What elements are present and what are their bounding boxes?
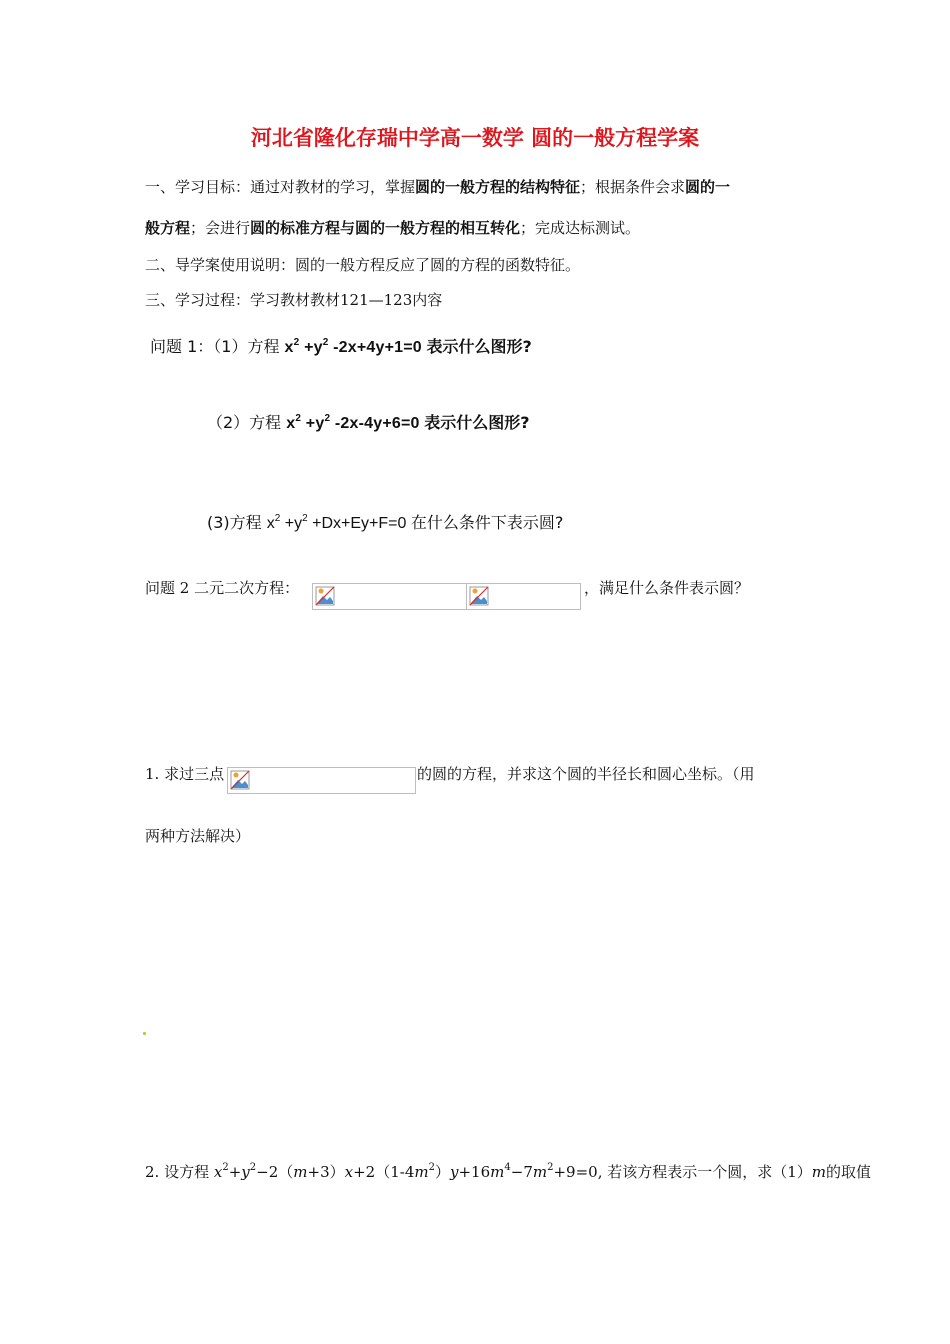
equation: $x^2 +y^2 +Dx+Ey+F=0$ xyxy=(266,513,411,532)
text: （2）方程 xyxy=(207,413,287,432)
text: ；会进行 xyxy=(190,219,251,237)
points-image-placeholder xyxy=(227,767,416,794)
problem1-part3 xyxy=(207,510,563,533)
text: ；根据条件会求 xyxy=(580,178,686,196)
text: (3)方程 xyxy=(207,513,267,532)
usage-instructions: 二、导学案使用说明：圆的一般方程反应了圆的方程的函数特征。 xyxy=(145,256,581,274)
equation-image-placeholder xyxy=(466,583,581,610)
bold-text: 般方程 xyxy=(145,219,191,237)
learning-objectives-line2 xyxy=(145,218,640,238)
question-text: 表示什么图形? xyxy=(424,413,530,432)
learning-objectives-line1 xyxy=(145,177,730,197)
exercise2: 2. 设方程 $x^2+y^2-2(m+3)x+2(1-4m^2)y+16m^4-7m^2+9=0$, 若该方程表示一个圆，求（1）m的取值 xyxy=(145,1162,872,1181)
bold-text: 圆的一般方程的结构特征 xyxy=(415,178,581,196)
page-title: 河北省隆化存瑞中学高一数学 圆的一般方程学案 xyxy=(250,126,700,150)
exercise1-line2: 两种方法解决） xyxy=(145,827,251,845)
text: ；完成达标测试。 xyxy=(520,219,641,237)
exercise1-suffix: 的圆的方程，并求这个圆的半径长和圆心坐标。（用 xyxy=(417,765,755,783)
learning-process: 三、学习过程：学习教材教材121—123内容 xyxy=(145,291,443,309)
problem1-part1 xyxy=(150,334,532,357)
bold-text: 圆的一 xyxy=(685,178,731,196)
equation: $x^2 +y^2$ -2x-4y+6=0 xyxy=(286,413,425,432)
equation: $x^2 +y^2$ -2x+4y+1=0 xyxy=(284,337,427,356)
problem1-part2 xyxy=(207,410,530,433)
exercise1-prefix: 1. 求过三点 xyxy=(145,765,225,783)
broken-image-icon xyxy=(469,586,489,606)
problem2-suffix: ，满足什么条件表示圆？ xyxy=(584,579,750,597)
broken-image-icon xyxy=(315,586,335,606)
question-text: 在什么条件下表示圆? xyxy=(410,513,564,532)
bold-text: 圆的标准方程与圆的一般方程的相互转化 xyxy=(250,219,521,237)
question-text: 表示什么图形? xyxy=(426,337,532,356)
text: 一、学习目标：通过对教材的学习，掌握 xyxy=(145,178,416,196)
equation-image-placeholder xyxy=(312,583,467,610)
problem2-prefix: 问题 2 二元二次方程： xyxy=(145,579,300,597)
text: 问题 1：（1）方程 xyxy=(150,337,285,356)
stray-mark xyxy=(143,1032,146,1035)
broken-image-icon xyxy=(230,770,250,790)
